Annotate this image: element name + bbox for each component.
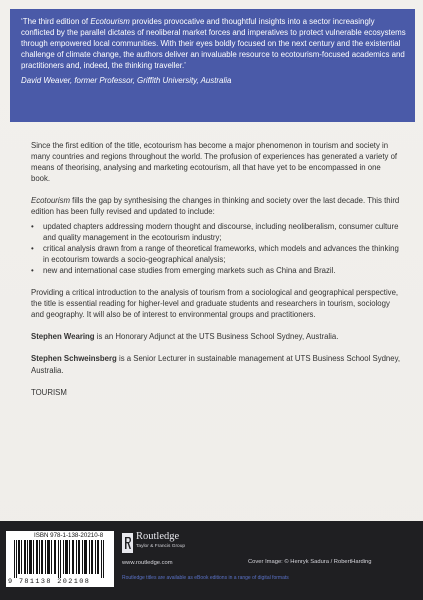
author-bio-text: is a Senior Lecturer in sustainable management at UTS Business School Sydney, Australia. <box>31 354 401 375</box>
author-bio-2 <box>31 353 401 375</box>
blurb <box>31 140 401 409</box>
author-bio-text: is an Honorary Adjunct at the UTS Business School Sydney, Australia. <box>94 332 339 342</box>
feature-list <box>31 221 401 276</box>
publisher-group: Taylor & Francis Group <box>136 544 186 549</box>
blurb-paragraph-1: Since the first edition of the title, ecotourism has become a major phenomenon in tourism and society in many countries and regions throughout the world. The profusion of experiences has generated a variety of means of theorising, analysing and marketing ecotourism, all that have yet to be encompassed in one book. <box>31 141 398 184</box>
barcode-digits: 9 781138 202108 <box>8 578 91 586</box>
blurb-paragraph-2 <box>31 195 401 217</box>
feature-item: • updated chapters addressing modern thought and discourse, including neoliberalism, consumer culture and quality management in the ecotourism industry; <box>31 221 401 243</box>
blurb-book-title: Ecotourism <box>31 196 70 206</box>
routledge-logo-icon <box>122 533 133 553</box>
subject-category: TOURISM <box>31 387 67 397</box>
isbn-barcode <box>6 531 114 587</box>
feature-item: • new and international case studies from emerging markets such as China and Brazil. <box>31 265 401 276</box>
quote-text-rest: provides provocative and thoughtful insights into a sector increasingly conflicted by the parallel dictates of neoliberal market forces and imperatives to protect vulnerable ecosystems through empowered local communities. With their eyes boldly focused on the next century and the existential challenge of climate change, the authors deliver an invaluable resource to ecotourism-focused academics and practitioners and, indeed, the thinking traveller.’ <box>21 17 406 70</box>
ebook-note: Routledge titles are available as eBook editions in a range of digital formats <box>122 575 289 581</box>
quote-book-title: Ecotourism <box>90 17 130 26</box>
blurb-paragraph-2-text: fills the gap by synthesising the changes in thinking and society over the last decade. This third edition has been fully revised and updated to include: <box>31 196 400 217</box>
feature-item: • critical analysis drawn from a range of theoretical frameworks, which models and advances the thinking in ecotourism towards a socio-geographical analysis; <box>31 243 401 265</box>
blurb-paragraph-3: Providing a critical introduction to the analysis of tourism from a sociological and geographical perspective, the title is essential reading for higher-level and graduate students and researchers in tourism, sociology and geography. It will also be of interest to environmental groups and practitioners. <box>31 288 399 320</box>
author-name: Stephen Wearing <box>31 332 95 342</box>
publisher-name: Routledge <box>136 531 180 542</box>
quote-text-start: ‘The third edition of <box>21 17 91 26</box>
cover-image-credit: Cover Image: © Henryk Sadura / RobertHarding <box>248 559 372 565</box>
publisher-url: www.routledge.com <box>122 560 173 566</box>
author-bio-1 <box>31 331 401 342</box>
author-name: Stephen Schweinsberg <box>31 354 117 364</box>
barcode-bars <box>14 540 106 578</box>
endorsement-quote <box>21 16 406 71</box>
endorsement-quote-box <box>10 9 415 122</box>
isbn-number: ISBN 978-1-138-20210-8 <box>34 532 104 539</box>
quote-attribution: David Weaver, former Professor, Griffith University, Australia <box>21 76 232 85</box>
